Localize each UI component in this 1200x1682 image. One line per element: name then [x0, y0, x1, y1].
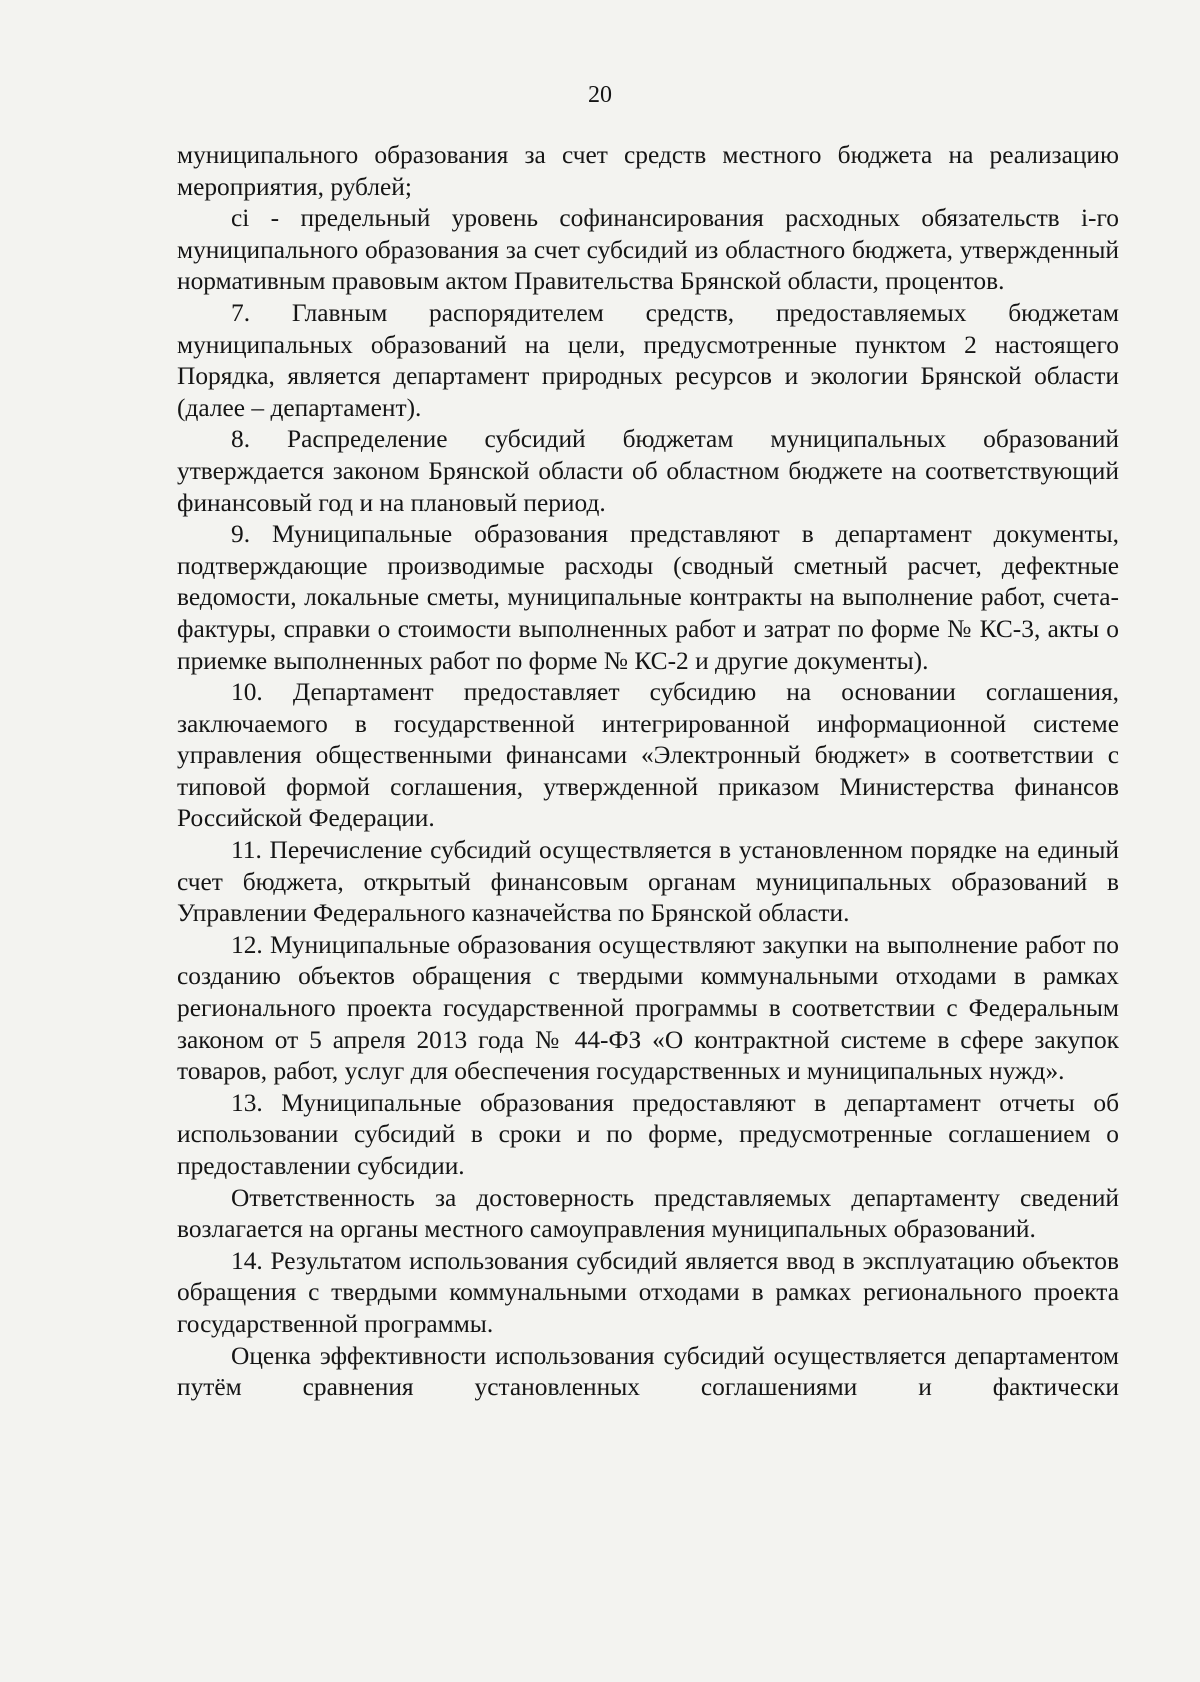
paragraph-ci-definition: ci - предельный уровень софинансирования расходных обязательств i-го муниципального образования за счет субсидий из областного бюджета, утвержденный нормативным правовым актом Правительства Брянской области, процентов.: [177, 204, 1119, 296]
paragraph-7: 7. Главным распорядителем средств, предоставляемых бюджетам муниципальных образований на цели, предусмотренные пунктом 2 настоящего Порядка, является департамент природных ресурсов и экологии Брянской области (далее – департамент).: [177, 298, 1119, 422]
paragraph-12: 12. Муниципальные образования осуществляют закупки на выполнение работ по созданию объектов обращения с твердыми коммунальными отходами в рамках регионального проекта государственной программы в соответствии с Федеральным законом от 5 апреля 2013 года № 44-ФЗ «О контрактной системе в сфере закупок товаров, работ, услуг для обеспечения государственных и муниципальных нужд».: [177, 930, 1119, 1086]
paragraph-11: 11. Перечисление субсидий осуществляется в установленном порядке на единый счет бюджета, открытый финансовым органам муниципальных образований в Управлении Федерального казначейства по Брянской области.: [177, 836, 1119, 928]
page-number: 20: [588, 82, 612, 108]
paragraph-8: 8. Распределение субсидий бюджетам муниципальных образований утверждается законом Брянской области об областном бюджете на соответствующий финансовый год и на плановый период.: [177, 425, 1119, 517]
paragraph-14: 14. Результатом использования субсидий является ввод в эксплуатацию объектов обращения с твердыми коммунальными отходами в рамках регионального проекта государственной программы.: [177, 1246, 1119, 1338]
paragraph-9: 9. Муниципальные образования представляют в департамент документы, подтверждающие производимые расходы (сводный сметный расчет, дефектные ведомости, локальные сметы, муниципальные контракты на выполнение работ, счета-фактуры, справки о стоимости выполненных работ и затрат по форме № КС-3, акты о приемке выполненных работ по форме № КС-2 и другие документы).: [177, 520, 1119, 675]
paragraph-10: 10. Департамент предоставляет субсидию на основании соглашения, заключаемого в государственной интегрированной информационной системе управления общественными финансами «Электронный бюджет» в соответствии с типовой формой соглашения, утвержденной приказом Министерства финансов Российской Федерации.: [177, 678, 1119, 833]
paragraph-continuation: муниципального образования за счет средств местного бюджета на реализацию мероприятия, рублей;: [177, 141, 1119, 201]
document-body: [177, 140, 1119, 1404]
paragraph-13: 13. Муниципальные образования предоставляют в департамент отчеты об использовании субсидий в сроки и по форме, предусмотренные соглашением о предоставлении субсидии.: [177, 1088, 1119, 1180]
paragraph-evaluation: Оценка эффективности использования субсидий осуществляется департаментом путём сравнения установленных соглашениями и фактически: [177, 1341, 1119, 1402]
paragraph-responsibility: Ответственность за достоверность представляемых департаменту сведений возлагается на органы местного самоуправления муниципальных образований.: [177, 1183, 1119, 1244]
